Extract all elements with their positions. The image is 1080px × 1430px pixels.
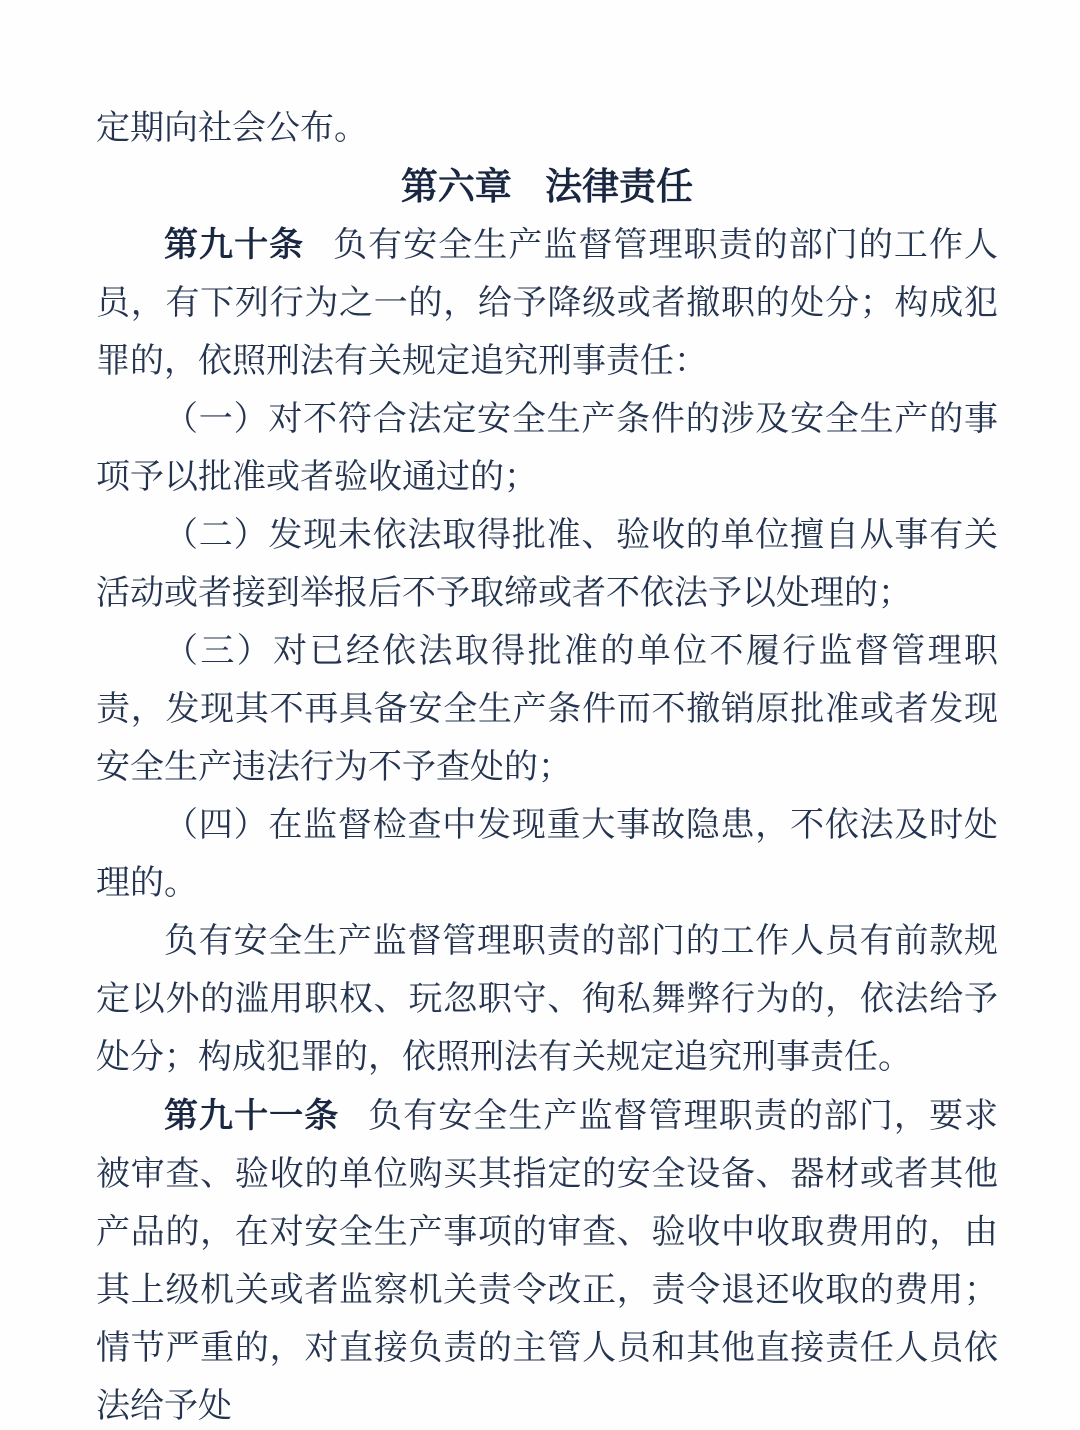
chapter-title: 法律责任 [545, 166, 694, 207]
paragraph-text: 负有安全生产监督管理职责的部门的工作人员有前款规定以外的滥用职权、玩忽职守、徇私舞弊行为的，依法给予处分；构成犯罪的，依照刑法有关规定追究刑事责任。 [96, 923, 998, 1076]
article-91-number: 第九十一条 [164, 1097, 340, 1135]
article-91-paragraph [96, 1087, 998, 1430]
paragraph-text: 负有安全生产监督管理职责的部门的工作人员，有下列行为之一的，给予降级或者撤职的处分；构成犯罪的，依照刑法有关规定追究刑事责任： [96, 227, 998, 380]
paragraph-text: （二）发现未依法取得批准、验收的单位擅自从事有关活动或者接到举报后不予取缔或者不依法予以处理的； [96, 517, 998, 612]
article-90-paragraph [96, 216, 998, 391]
paragraph-text: 定期向社会公布。 [96, 110, 368, 147]
paragraph-text: （四）在监督检查中发现重大事故隐患，不依法及时处理的。 [96, 807, 998, 902]
continuation-paragraph [96, 100, 998, 158]
article-90-second-clause [96, 913, 998, 1087]
article-90-item-3 [96, 623, 998, 797]
paragraph-text: 负有安全生产监督管理职责的部门，要求被审查、验收的单位购买其指定的安全设备、器材或者其他产品的，在对安全生产事项的审查、验收中收取费用的，由其上级机关或者监察机关责令改正，责令退还收取的费用；情节严重的，对直接负责的主管人员和其他直接责任人员依法给予处 [96, 1098, 999, 1425]
article-90-item-1 [96, 391, 998, 507]
paragraph-text: （三）对已经依法取得批准的单位不履行监督管理职责，发现其不再具备安全生产条件而不撤销原批准或者发现安全生产违法行为不予查处的； [96, 633, 998, 786]
article-90-number: 第九十条 [164, 226, 305, 264]
article-90-item-4 [96, 797, 998, 913]
paragraph-text: （一）对不符合法定安全生产条件的涉及安全生产的事项予以批准或者验收通过的； [96, 401, 998, 496]
article-90-item-2 [96, 507, 998, 623]
chapter-number: 第六章 [400, 166, 512, 207]
chapter-heading [96, 158, 998, 216]
